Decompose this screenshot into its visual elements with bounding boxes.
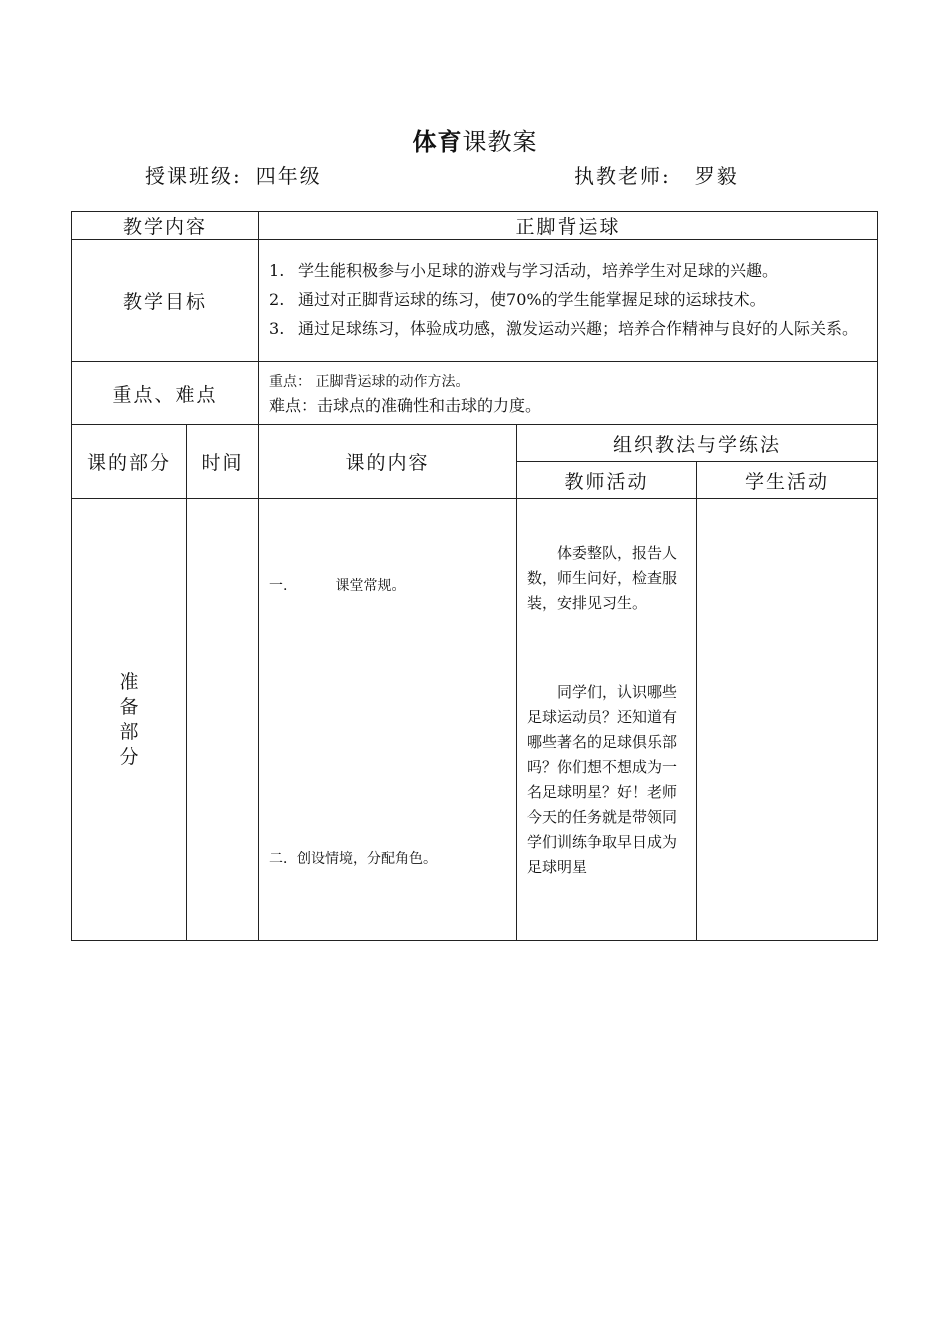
- part-header: 课的部分: [72, 425, 187, 499]
- class-info: [145, 160, 322, 189]
- teacher-paragraph: 体委整队，报告人数，师生问好，检查服装，安排见习生。: [527, 544, 678, 612]
- section-content: [259, 499, 517, 941]
- content-label: 教学内容: [72, 212, 259, 240]
- student-activity-header: 学生活动: [697, 462, 878, 499]
- goals-label: 教学目标: [72, 240, 259, 362]
- key-point: 重点： 正脚背运球的动作方法。: [269, 374, 470, 390]
- content-item-1: 一. 课堂常规。: [269, 578, 406, 594]
- goal-item: 2. 通过对正脚背运球的练习，使70%的学生能掌握足球的运球技术。: [269, 290, 766, 309]
- page-title: [0, 122, 950, 157]
- teacher-value: 罗毅: [694, 164, 739, 188]
- teacher-activity-header: 教师活动: [517, 462, 697, 499]
- keypoints-cell: [259, 362, 878, 425]
- content-item-2: 二．创设情境，分配角色。: [269, 851, 438, 867]
- difficult-point: 难点：击球点的准确性和击球的力度。: [269, 396, 542, 415]
- methods-header: 组织教法与学练法: [517, 425, 878, 462]
- teacher-paragraph: 同学们，认识哪些足球运动员？还知道有哪些著名的足球俱乐部吗？你们想不想成为一名足球明星？好！老师今天的任务就是带领同学们训练争取早日成为足球明星: [527, 683, 678, 876]
- title-rest: 课教案: [462, 128, 538, 156]
- lesson-content-header: 课的内容: [259, 425, 517, 499]
- student-activity: [697, 499, 878, 941]
- class-value: 四年级: [255, 164, 322, 188]
- class-label: 授课班级:: [145, 164, 242, 188]
- keypoints-label: 重点、难点: [72, 362, 259, 425]
- goal-item: 1. 学生能积极参与小足球的游戏与学习活动，培养学生对足球的兴趣。: [269, 261, 779, 280]
- content-value: 正脚背运球: [259, 212, 878, 240]
- goals-list: [259, 240, 878, 362]
- time-header: 时间: [187, 425, 259, 499]
- section-part: 准 备 部 分: [72, 499, 187, 941]
- lesson-plan-table: [71, 211, 878, 941]
- title-bold: 体育: [412, 127, 463, 156]
- teacher-activity: [517, 499, 697, 941]
- section-time: [187, 499, 259, 941]
- teacher-label: 执教老师:: [574, 164, 671, 188]
- goal-item: 3. 通过足球练习，体验成功感，激发运动兴趣；培养合作精神与良好的人际关系。: [269, 319, 859, 338]
- teacher-info: [574, 160, 739, 189]
